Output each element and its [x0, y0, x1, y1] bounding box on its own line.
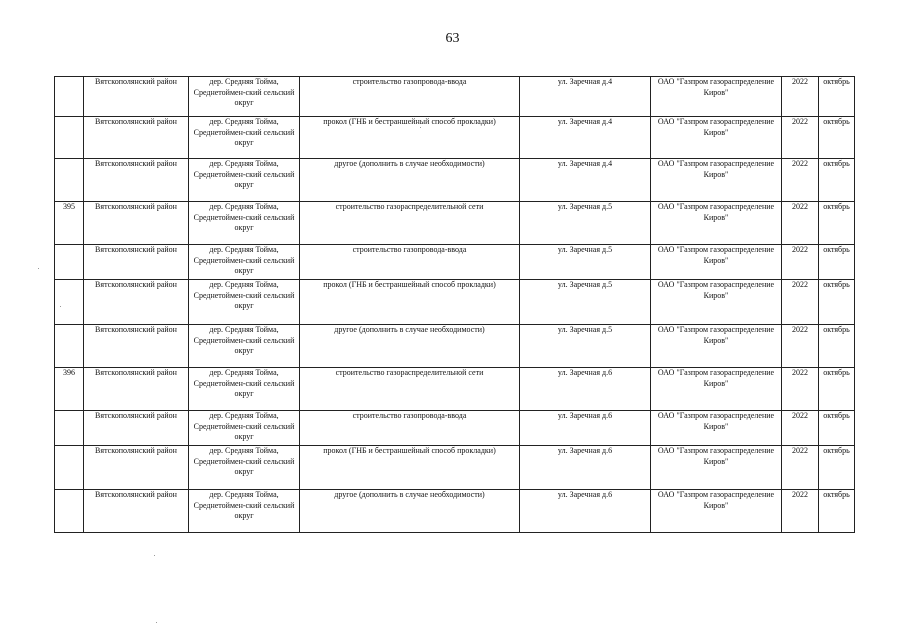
table-row — [55, 245, 855, 280]
year-cell: 2022 — [782, 325, 819, 368]
work-type-cell: другое (дополнить в случае необходимости) — [300, 159, 520, 202]
year-cell: 2022 — [782, 159, 819, 202]
district-cell: Вятскополянский район — [84, 325, 189, 368]
locality-cell: дер. Средняя Тойма, Среднетоймен-ский сельский округ — [189, 368, 300, 411]
organization-cell: ОАО "Газпром газораспределение Киров" — [651, 202, 782, 245]
year-cell: 2022 — [782, 490, 819, 533]
locality-cell: дер. Средняя Тойма, Среднетоймен-ский сельский округ — [189, 325, 300, 368]
address-cell: ул. Заречная д.6 — [520, 411, 651, 446]
district-cell: Вятскополянский район — [84, 490, 189, 533]
locality-cell: дер. Средняя Тойма, Среднетоймен-ский сельский округ — [189, 490, 300, 533]
scan-speck — [38, 268, 39, 269]
organization-cell: ОАО "Газпром газораспределение Киров" — [651, 117, 782, 159]
row-number-cell — [55, 77, 84, 117]
address-cell: ул. Заречная д.5 — [520, 202, 651, 245]
organization-cell: ОАО "Газпром газораспределение Киров" — [651, 411, 782, 446]
table-row — [55, 280, 855, 325]
locality-cell: дер. Средняя Тойма, Среднетоймен-ский сельский округ — [189, 77, 300, 117]
district-cell: Вятскополянский район — [84, 280, 189, 325]
address-cell: ул. Заречная д.4 — [520, 77, 651, 117]
locality-cell: дер. Средняя Тойма, Среднетоймен-ский сельский округ — [189, 159, 300, 202]
work-type-cell: строительство газопровода-ввода — [300, 77, 520, 117]
address-cell: ул. Заречная д.6 — [520, 368, 651, 411]
month-cell: октябрь — [819, 490, 855, 533]
year-cell: 2022 — [782, 202, 819, 245]
month-cell: октябрь — [819, 117, 855, 159]
year-cell: 2022 — [782, 411, 819, 446]
month-cell: октябрь — [819, 411, 855, 446]
month-cell: октябрь — [819, 446, 855, 490]
locality-cell: дер. Средняя Тойма, Среднетоймен-ский сельский округ — [189, 202, 300, 245]
work-type-cell: прокол (ГНБ и бестраншейный способ прокладки) — [300, 280, 520, 325]
year-cell: 2022 — [782, 368, 819, 411]
work-type-cell: прокол (ГНБ и бестраншейный способ прокладки) — [300, 446, 520, 490]
organization-cell: ОАО "Газпром газораспределение Киров" — [651, 77, 782, 117]
row-number-cell — [55, 325, 84, 368]
row-number-cell — [55, 446, 84, 490]
row-number-cell: 396 — [55, 368, 84, 411]
district-cell: Вятскополянский район — [84, 411, 189, 446]
work-type-cell: другое (дополнить в случае необходимости) — [300, 325, 520, 368]
locality-cell: дер. Средняя Тойма, Среднетоймен-ский сельский округ — [189, 446, 300, 490]
year-cell: 2022 — [782, 245, 819, 280]
year-cell: 2022 — [782, 446, 819, 490]
organization-cell: ОАО "Газпром газораспределение Киров" — [651, 325, 782, 368]
work-type-cell: другое (дополнить в случае необходимости) — [300, 490, 520, 533]
locality-cell: дер. Средняя Тойма, Среднетоймен-ский сельский округ — [189, 280, 300, 325]
address-cell: ул. Заречная д.6 — [520, 490, 651, 533]
table-row — [55, 159, 855, 202]
district-cell: Вятскополянский район — [84, 117, 189, 159]
table-row — [55, 368, 855, 411]
month-cell: октябрь — [819, 280, 855, 325]
address-cell: ул. Заречная д.5 — [520, 325, 651, 368]
table-row — [55, 446, 855, 490]
district-cell: Вятскополянский район — [84, 202, 189, 245]
month-cell: октябрь — [819, 245, 855, 280]
work-type-cell: прокол (ГНБ и бестраншейный способ прокладки) — [300, 117, 520, 159]
table-body — [55, 77, 855, 533]
organization-cell: ОАО "Газпром газораспределение Киров" — [651, 446, 782, 490]
district-cell: Вятскополянский район — [84, 77, 189, 117]
address-cell: ул. Заречная д.4 — [520, 159, 651, 202]
row-number-cell — [55, 280, 84, 325]
organization-cell: ОАО "Газпром газораспределение Киров" — [651, 245, 782, 280]
district-cell: Вятскополянский район — [84, 446, 189, 490]
work-type-cell: строительство газораспределительной сети — [300, 202, 520, 245]
scan-speck — [420, 127, 421, 128]
address-cell: ул. Заречная д.6 — [520, 446, 651, 490]
scan-speck — [154, 555, 155, 556]
address-cell: ул. Заречная д.5 — [520, 280, 651, 325]
district-cell: Вятскополянский район — [84, 368, 189, 411]
work-type-cell: строительство газопровода-ввода — [300, 411, 520, 446]
table-row — [55, 325, 855, 368]
month-cell: октябрь — [819, 368, 855, 411]
table-row — [55, 411, 855, 446]
address-cell: ул. Заречная д.4 — [520, 117, 651, 159]
works-table — [54, 76, 855, 533]
work-type-cell: строительство газораспределительной сети — [300, 368, 520, 411]
row-number-cell — [55, 117, 84, 159]
year-cell: 2022 — [782, 77, 819, 117]
work-type-cell: строительство газопровода-ввода — [300, 245, 520, 280]
row-number-cell — [55, 411, 84, 446]
table-row — [55, 202, 855, 245]
row-number-cell — [55, 159, 84, 202]
table-row — [55, 117, 855, 159]
row-number-cell — [55, 245, 84, 280]
scan-speck — [60, 306, 61, 307]
month-cell: октябрь — [819, 202, 855, 245]
organization-cell: ОАО "Газпром газораспределение Киров" — [651, 490, 782, 533]
year-cell: 2022 — [782, 280, 819, 325]
row-number-cell: 395 — [55, 202, 84, 245]
row-number-cell — [55, 490, 84, 533]
address-cell: ул. Заречная д.5 — [520, 245, 651, 280]
page-number: 63 — [445, 31, 460, 46]
locality-cell: дер. Средняя Тойма, Среднетоймен-ский сельский округ — [189, 411, 300, 446]
table-row — [55, 490, 855, 533]
month-cell: октябрь — [819, 77, 855, 117]
organization-cell: ОАО "Газпром газораспределение Киров" — [651, 280, 782, 325]
district-cell: Вятскополянский район — [84, 159, 189, 202]
locality-cell: дер. Средняя Тойма, Среднетоймен-ский сельский округ — [189, 245, 300, 280]
month-cell: октябрь — [819, 159, 855, 202]
district-cell: Вятскополянский район — [84, 245, 189, 280]
locality-cell: дер. Средняя Тойма, Среднетоймен-ский сельский округ — [189, 117, 300, 159]
organization-cell: ОАО "Газпром газораспределение Киров" — [651, 368, 782, 411]
scan-speck — [156, 622, 157, 623]
month-cell: октябрь — [819, 325, 855, 368]
organization-cell: ОАО "Газпром газораспределение Киров" — [651, 159, 782, 202]
year-cell: 2022 — [782, 117, 819, 159]
table-row — [55, 77, 855, 117]
